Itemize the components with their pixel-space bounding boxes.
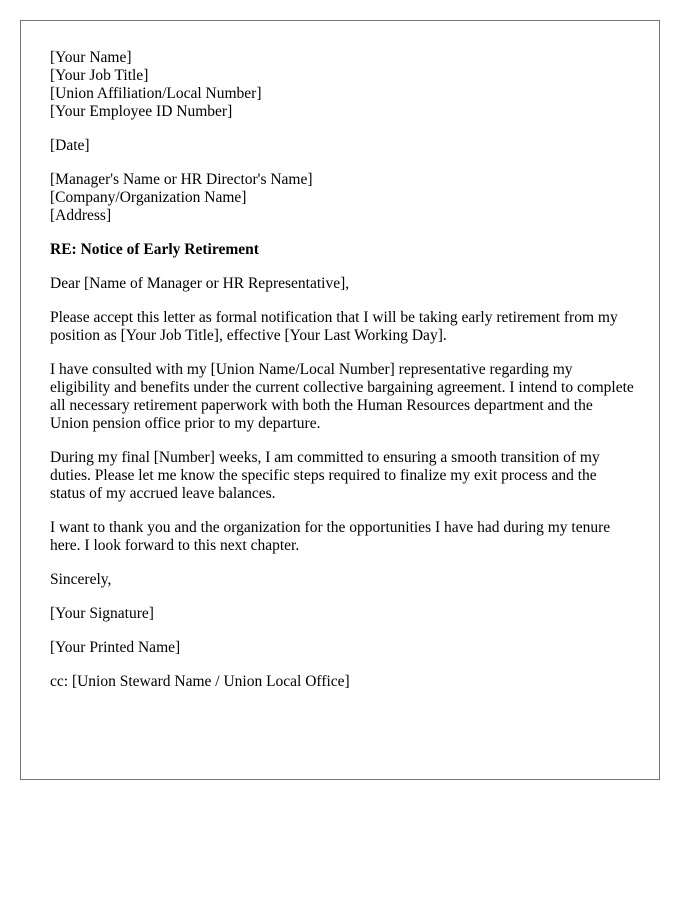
letter-date: [Date] [50,137,90,154]
body-paragraph-1: Please accept this letter as formal notification that I will be taking early retirement from my position as [Your Job Title], effective [Your Last Working Day]. [50,309,618,344]
sender-union: [Union Affiliation/Local Number] [50,85,262,102]
cc-line: cc: [Union Steward Name / Union Local Office] [50,673,350,690]
subject-line: RE: Notice of Early Retirement [50,241,259,258]
date-block [50,137,635,155]
signature: [Your Signature] [50,605,154,622]
sender-job-title: [Your Job Title] [50,67,149,84]
recipient-name: [Manager's Name or HR Director's Name] [50,171,313,188]
body-paragraph-2: I have consulted with my [Union Name/Local Number] representative regarding my eligibility and benefits under the current collective bargaining agreement. I intend to complete all necessary retirement paperwork with both the Human Resources department and the Union pension office prior to my departure. [50,361,634,432]
sender-employee-id: [Your Employee ID Number] [50,103,233,120]
recipient-company: [Company/Organization Name] [50,189,247,206]
salutation: Dear [Name of Manager or HR Representative], [50,275,350,292]
body-paragraph-3: During my final [Number] weeks, I am committed to ensuring a smooth transition of my duties. Please let me know the specific steps required to finalize my exit process and the status of my accrued leave balances. [50,449,600,502]
sender-block [50,49,635,121]
body-paragraph-4: I want to thank you and the organization for the opportunities I have had during my tenure here. I look forward to this next chapter. [50,519,611,554]
closing: Sincerely, [50,571,112,588]
recipient-address: [Address] [50,207,112,224]
letter-content [50,49,635,707]
sender-name: [Your Name] [50,49,132,66]
recipient-block [50,171,635,225]
letter-page [20,20,660,780]
printed-name: [Your Printed Name] [50,639,181,656]
